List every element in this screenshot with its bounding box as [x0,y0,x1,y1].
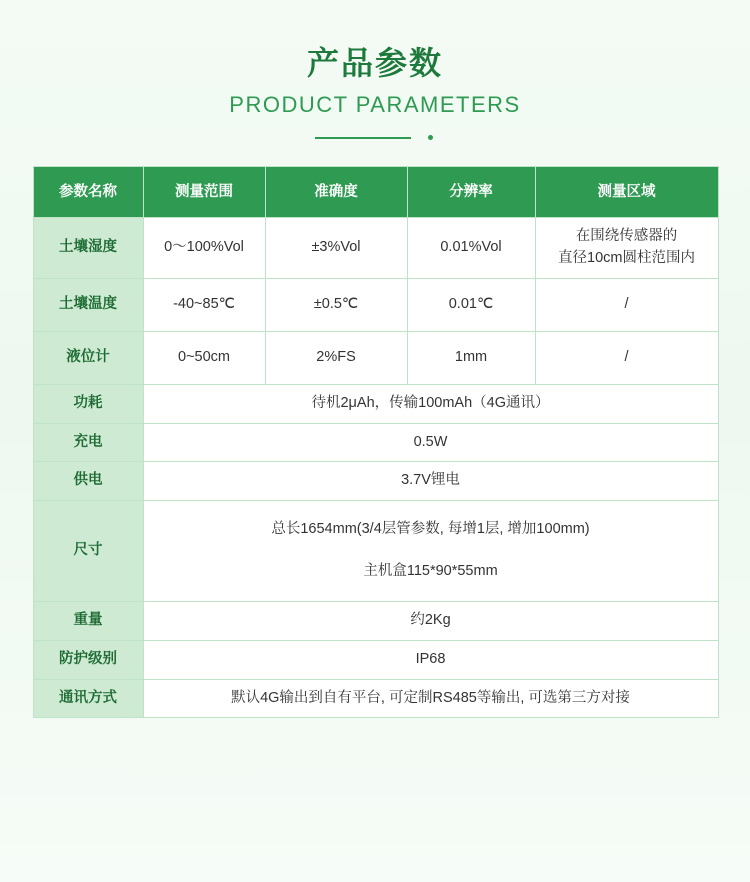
row-label-power-supply: 供电 [33,462,143,501]
cell-value-power-supply: 3.7V锂电 [143,462,718,501]
row-label-level-gauge: 液位计 [33,331,143,384]
cell-accuracy-soil-temperature: ±0.5℃ [265,278,407,331]
column-header-accuracy: 准确度 [265,167,407,218]
column-header-area: 测量区域 [535,167,718,218]
row-label-protection-level: 防护级别 [33,640,143,679]
cell-value-charging: 0.5W [143,423,718,462]
divider-line [315,137,411,139]
column-header-range: 测量范围 [143,167,265,218]
cell-area-soil-moisture [535,218,718,279]
cell-value-communication: 默认4G输出到自有平台, 可定制RS485等输出, 可选第三方对接 [143,679,718,718]
table-row [33,501,718,602]
cell-resolution-level-gauge: 1mm [407,331,535,384]
cell-value-protection-level: IP68 [143,640,718,679]
cell-range-soil-moisture: 0～100%Vol [143,218,265,279]
row-label-size: 尺寸 [33,501,143,602]
cell-area-level-gauge: / [535,331,718,384]
table-row [33,218,718,279]
parameters-table-wrapper [33,166,718,718]
cell-value-size-line1: 总长1654mm(3/4层管参数, 每增1层, 增加100mm) [271,521,590,538]
table-header-row [33,167,718,218]
cell-area-soil-temperature: / [535,278,718,331]
cell-value-size-line2: 主机盒115*90*55mm [363,563,498,580]
cell-accuracy-soil-moisture: ±3%Vol [265,218,407,279]
cell-accuracy-level-gauge: 2%FS [265,331,407,384]
table-row [33,278,718,331]
row-label-soil-moisture: 土壤湿度 [33,218,143,279]
cell-value-size [143,501,718,602]
cell-area-line2: 直径10cm圆柱范围内 [558,250,695,267]
parameters-table [33,166,719,718]
page-title: 产品参数 [306,45,443,81]
row-label-power-consumption: 功耗 [33,384,143,423]
table-header [33,167,718,218]
table-row [33,423,718,462]
table-row [33,602,718,641]
divider-dot [428,135,433,140]
column-header-name: 参数名称 [33,167,143,218]
cell-area-line1: 在围绕传感器的 [575,228,678,245]
cell-value-power-consumption: 待机2μAh，传输100mAh（4G通讯） [143,384,718,423]
table-body [33,218,718,718]
table-row [33,640,718,679]
row-label-soil-temperature: 土壤温度 [33,278,143,331]
cell-range-soil-temperature: -40~85℃ [143,278,265,331]
cell-resolution-soil-moisture: 0.01%Vol [407,218,535,279]
table-row [33,462,718,501]
table-row [33,331,718,384]
title-divider [315,132,435,144]
cell-resolution-soil-temperature: 0.01℃ [407,278,535,331]
cell-value-weight: 约2Kg [143,602,718,641]
table-row [33,679,718,718]
page-header [0,0,750,144]
page-subtitle: PRODUCT PARAMETERS [229,92,521,118]
row-label-weight: 重量 [33,602,143,641]
row-label-communication: 通讯方式 [33,679,143,718]
column-header-resolution: 分辨率 [407,167,535,218]
row-label-charging: 充电 [33,423,143,462]
table-row [33,384,718,423]
cell-range-level-gauge: 0~50cm [143,331,265,384]
